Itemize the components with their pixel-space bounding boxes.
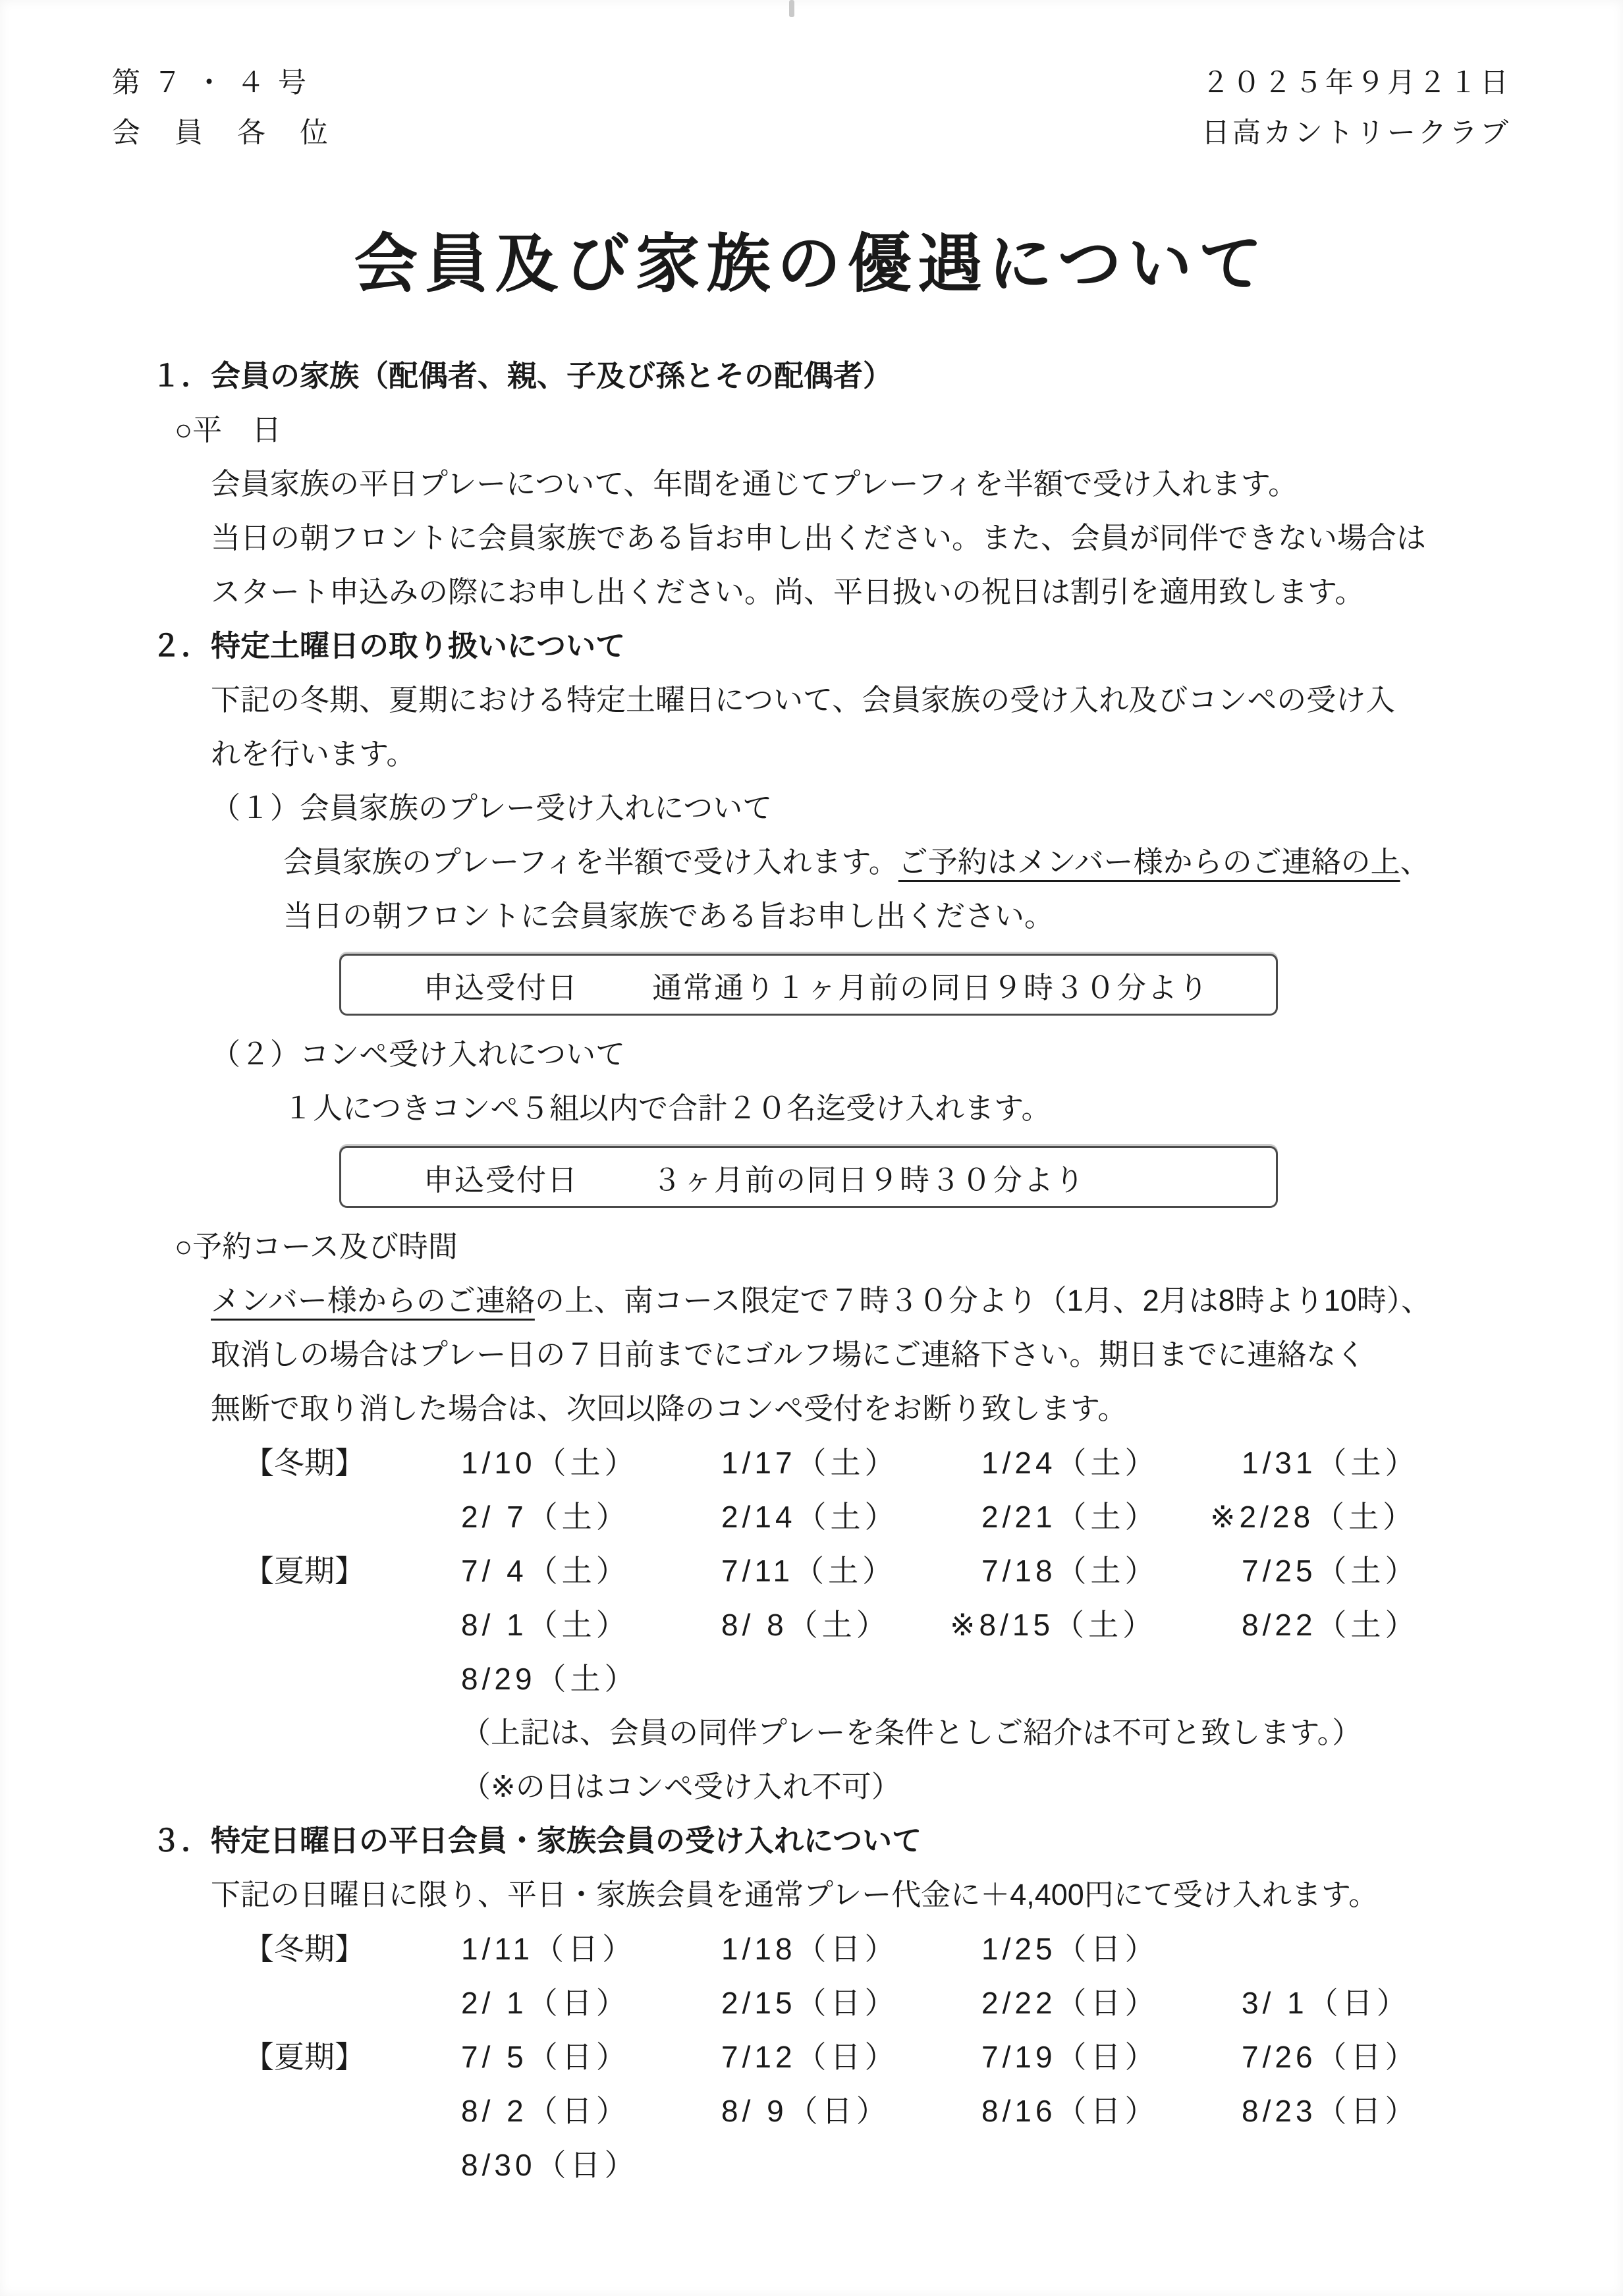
date-cell: 2/ 7（土） xyxy=(461,1500,630,1534)
date-cell: 8/29（土） xyxy=(461,1662,639,1696)
season-label xyxy=(244,1490,461,1544)
sunday-table-row xyxy=(112,2084,1511,2138)
scan-artifact xyxy=(789,0,794,17)
season-label: 【冬期】 xyxy=(244,1932,365,1966)
header-left xyxy=(112,58,341,158)
reservation-bullet: ○予約コース及び時間 xyxy=(175,1230,458,1263)
season-label xyxy=(244,2084,461,2138)
date-cell: 2/21（土） xyxy=(981,1500,1159,1534)
application-date-value: ３ヶ月前の同日９時３０分より xyxy=(652,1162,1086,1197)
date-cell: 1/25（日） xyxy=(981,1932,1159,1966)
section1-paragraph-line: 当日の朝フロントに会員家族である旨お申し出ください。また、会員が同伴できない場合は xyxy=(211,521,1427,555)
document-header xyxy=(112,58,1511,158)
reservation-line1 xyxy=(112,1274,1511,1328)
season-label xyxy=(244,1598,461,1652)
date-cell-starred: ※8/15（土） xyxy=(950,1608,1157,1642)
date-cell: 1/17（土） xyxy=(721,1446,899,1480)
section1-heading: １．会員の家族（配偶者、親、子及び孫とその配偶者） xyxy=(151,359,893,393)
sunday-table-row xyxy=(112,2138,1511,2192)
section2-intro-line: 下記の冬期、夏期における特定土曜日について、会員家族の受け入れ及びコンペの受け入 xyxy=(211,683,1396,717)
season-label: 【夏期】 xyxy=(244,1554,365,1588)
date-cell: 8/22（土） xyxy=(1242,1608,1419,1642)
date-cell: 7/26（日） xyxy=(1242,2040,1419,2074)
section2-sub1-line2: 当日の朝フロントに会員家族である旨お申し出ください。 xyxy=(283,899,1055,933)
section2-sub1-line1 xyxy=(112,835,1511,889)
section1-paragraph-line: 会員家族の平日プレーについて、年間を通じてプレーフィを半額で受け入れます。 xyxy=(211,467,1298,501)
date-cell-starred: ※2/28（土） xyxy=(1210,1500,1417,1534)
sunday-table-row xyxy=(112,2030,1511,2084)
application-date-label: 申込受付日 xyxy=(424,1162,579,1197)
sub1-line1-pre: 会員家族のプレーフィを半額で受け入れます。 xyxy=(283,845,898,879)
date-cell: 8/ 9（日） xyxy=(721,2094,891,2128)
date-cell: 8/ 1（土） xyxy=(461,1608,630,1642)
date-cell: 2/22（日） xyxy=(981,1986,1159,2020)
section2-sub1-heading: （１）会員家族のプレー受け入れについて xyxy=(211,791,773,825)
sunday-table-row xyxy=(112,1922,1511,1976)
section2-sub2-heading: （２）コンペ受け入れについて xyxy=(211,1037,626,1071)
date-cell: 7/ 5（日） xyxy=(461,2040,630,2074)
season-label xyxy=(244,1976,461,2030)
date-cell: 8/16（日） xyxy=(981,2094,1159,2128)
date-cell: 8/ 8（土） xyxy=(721,1608,891,1642)
saturday-table-row xyxy=(112,1490,1511,1544)
date-cell: 1/18（日） xyxy=(721,1932,899,1966)
section2-heading: ２．特定土曜日の取り扱いについて xyxy=(151,629,626,663)
date-cell: 2/15（日） xyxy=(721,1986,899,2020)
saturday-table-row xyxy=(112,1598,1511,1652)
reservation-line1-post: の上、南コース限定で７時３０分より（1月、2月は8時より10時）、 xyxy=(534,1284,1431,1317)
section1-paragraph-line: スタート申込みの際にお申し出ください。尚、平日扱いの祝日は割引を適用致します。 xyxy=(211,575,1365,609)
saturday-table-note: （上記は、会員の同伴プレーを条件としご紹介は不可と致します。） xyxy=(461,1716,1362,1749)
date-cell: 7/19（日） xyxy=(981,2040,1159,2074)
date-cell: 2/ 1（日） xyxy=(461,1986,630,2020)
sub1-line1-underlined: ご予約はメンバー様からのご連絡の上 xyxy=(898,845,1400,879)
application-date-value: 通常通り１ヶ月前の同日９時３０分より xyxy=(652,970,1210,1004)
page-title: 会員及び家族の優遇について xyxy=(354,228,1269,300)
sub1-line1-post: 、 xyxy=(1400,845,1430,879)
date-cell: 1/24（土） xyxy=(981,1446,1159,1480)
section2-sub2-line1: １人につきコンペ５組以内で合計２０名迄受け入れます。 xyxy=(283,1091,1051,1125)
section2-intro-line: れを行います。 xyxy=(211,737,416,771)
date-cell: 1/31（土） xyxy=(1242,1446,1419,1480)
section3-line1: 下記の日曜日に限り、平日・家族会員を通常プレー代金に＋4,400円にて受け入れます。 xyxy=(211,1878,1379,1911)
date-cell: 7/25（土） xyxy=(1242,1554,1419,1588)
date-cell: 1/10（土） xyxy=(461,1446,639,1480)
date-cell: 8/ 2（日） xyxy=(461,2094,630,2128)
saturday-table-row xyxy=(112,1544,1511,1598)
organization-name: 日高カントリークラブ xyxy=(1201,117,1511,149)
season-label xyxy=(244,2138,461,2192)
application-date-label: 申込受付日 xyxy=(424,970,579,1004)
season-label xyxy=(244,1652,461,1706)
saturday-table-note: （※の日はコンペ受け入れ不可） xyxy=(461,1770,901,1803)
issue-date: ２０２５年９月２１日 xyxy=(1201,67,1511,99)
saturday-table-row xyxy=(112,1652,1511,1706)
date-cell: 8/30（日） xyxy=(461,2148,639,2182)
date-cell: 8/23（日） xyxy=(1242,2094,1419,2128)
sunday-table-row xyxy=(112,1976,1511,2030)
season-label: 【夏期】 xyxy=(244,2040,365,2074)
reservation-line3: 無断で取り消した場合は、次回以降のコンペ受付をお断り致します。 xyxy=(211,1392,1128,1425)
date-cell: 7/ 4（土） xyxy=(461,1554,630,1588)
application-date-box xyxy=(339,954,1278,1016)
date-cell: 2/14（土） xyxy=(721,1500,899,1534)
section3-heading: ３．特定日曜日の平日会員・家族会員の受け入れについて xyxy=(151,1824,922,1857)
reservation-line2: 取消しの場合はプレー日の７日前までにゴルフ場にご連絡下さい。期日までに連絡なく xyxy=(211,1338,1366,1371)
date-cell: 7/18（土） xyxy=(981,1554,1159,1588)
saturday-table-row xyxy=(112,1436,1511,1490)
header-right xyxy=(1201,58,1511,158)
section1-weekday-bullet: ○平 日 xyxy=(175,413,282,447)
date-cell: 3/ 1（日） xyxy=(1242,1986,1411,2020)
date-cell: 1/11（日） xyxy=(461,1932,637,1966)
date-cell: 7/11（土） xyxy=(721,1554,897,1588)
doc-number: 第７・４号 xyxy=(112,67,319,99)
application-date-box xyxy=(339,1146,1278,1208)
season-label: 【冬期】 xyxy=(244,1446,365,1480)
addressee: 会 員 各 位 xyxy=(112,117,341,149)
date-cell: 7/12（日） xyxy=(721,2040,899,2074)
reservation-line1-underlined: メンバー様からのご連絡 xyxy=(211,1284,535,1317)
